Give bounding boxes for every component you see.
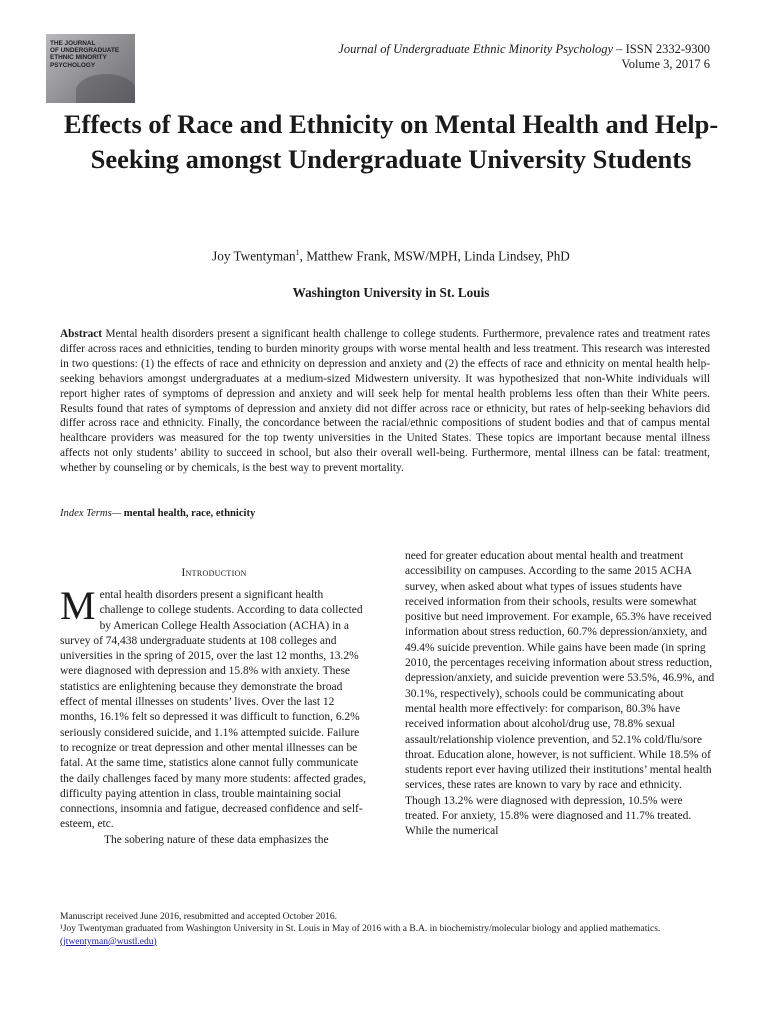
intro-paragraph-1-text: ental health disorders present a significant health challenge to college students. According to data collected by American College Health Association (ACHA) in a survey of 74,438 undergraduate students at 108 colleges and universities in the spring of 2015, over the last 12 months, 13.2% were diagnosed with depression and 15.8% with anxiety. These statistics are enlightening because they demonstrate the broad effect of mental illnesses on students’ lives. Over the last 12 months, 16.1% felt so depressed it was difficult to function, 6.2% seriously considered suicide, and 1.1% attempted suicide. Failure to recognize or treat depression and other mental illnesses can be fatal. At the same time, statistics alone cannot fully communicate the daily challenges faced by many more students: affected grades, difficulty paying attention in class, trouble maintaining social connections, insomnia and fatigue, decreased confidence and self-esteem, etc. (60, 589, 366, 831)
other-authors: , Matthew Frank, MSW/MPH, Linda Lindsey, PhD (299, 248, 570, 264)
footnote-1: ¹Joy Twentyman graduated from Washington University in St. Louis in May of 2016 with a B.A. in biochemistry/molecular biology and applied mathematics. (60, 924, 661, 935)
logo-graphic (76, 74, 135, 103)
left-column (60, 583, 368, 848)
manuscript-received: Manuscript received June 2016, resubmitted and accepted October 2016. (60, 912, 337, 922)
index-terms-text: mental health, race, ethnicity (121, 508, 256, 519)
running-header (338, 42, 710, 72)
abstract-label: Abstract (60, 328, 103, 340)
author-line (60, 248, 722, 264)
abstract (60, 327, 710, 476)
index-terms (60, 508, 255, 519)
affiliation: Washington University in St. Louis (292, 285, 490, 300)
intro-paragraph-1 (60, 583, 368, 833)
author-email-link[interactable]: (jtwentyman@wustl.edu) (60, 936, 157, 947)
journal-name: Journal of Undergraduate Ethnic Minority Psychology (338, 42, 614, 56)
index-terms-label: Index Terms— (60, 508, 122, 519)
drop-cap: M (60, 583, 96, 628)
issn: – ISSN 2332-9300 (613, 42, 710, 56)
journal-logo-text: THE JOURNAL OF UNDERGRADUATE ETHNIC MINORITY PSYCHOLOGY (50, 40, 120, 69)
abstract-text: Mental health disorders present a significant health challenge to college students. Furthermore, prevalence rates and treatment rates differ across races and ethnicities, tending to burden minority groups with worse mental health and less treatment. This research was interested in two questions: (1) the effects of race and ethnicity on depression and anxiety and (2) the effects of race and ethnicity on mental health help-seeking behaviors amongst undergraduates at a medium-sized Midwestern university. It was hypothesized that non-White individuals will report higher rates of symptoms of depression and anxiety and will seek help for mental health problems less often than their White peers. Results found that rates of symptoms of depression and anxiety did not differ across race or ethnicity, but rates of help-seeking behaviors did differ across race and ethnicity. Finally, the concordance between the racial/ethnic compositions of student bodies and that of campus mental healthcare providers was measured for the top twenty universities in the United States. These topics are important because mental illness affects not only students’ ability to succeed in school, but also their overall well-being. Furthermore, mental illness can be fatal: treatment, whether by counseling or by chemicals, is the best way to prevent mortality. (60, 328, 710, 475)
footnotes (60, 911, 720, 948)
paper-title: Effects of Race and Ethnicity on Mental Health and Help-Seeking amongst Undergraduate University Students (63, 109, 719, 174)
footnote-marker: 1 (295, 248, 300, 257)
volume-page: Volume 3, 2017 6 (621, 57, 710, 71)
journal-logo (46, 34, 135, 103)
section-heading: Introduction (181, 565, 247, 579)
right-column: need for greater education about mental health and treatment accessibility on campuses. According to the same 2015 ACHA survey, when asked about what types of issues students have received information from their schools, results were somewhat positive but need improvement. For example, 65.3% have received information about stress reduction, 60.7% depression/anxiety, and 49.4% suicide prevention. While gains have been made (in spring 2010, the percentages receiving information about stress reduction, depression/anxiety, and suicide prevention were 53.5%, 46.9%, and 30.1%, respectively), schools could be communicating about mental health more effectively: for comparison, 80.3% have received information about alcohol/drug use, 78.8% sexual assault/relationship violence prevention, and 52.1% cold/flu/sore throat. Education alone, however, is not sufficient. While 18.5% of students report ever having utilized their institutions’ mental health services, these rates are known to vary by race and ethnicity. Though 13.2% were diagnosed with depression, 10.5% were treated. For anxiety, 15.8% were diagnosed and 11.7% treated. While the numerical (405, 550, 715, 838)
first-author: Joy Twentyman (212, 248, 296, 264)
intro-paragraph-2: The sobering nature of these data emphasizes the (104, 833, 329, 846)
